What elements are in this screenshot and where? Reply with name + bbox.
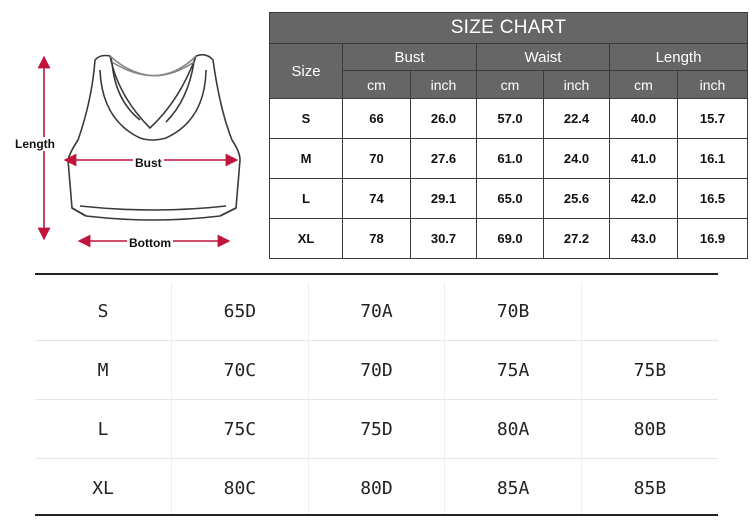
value-cell: 41.0	[610, 139, 678, 179]
table-row	[270, 99, 748, 139]
unit-header: cm	[477, 71, 544, 99]
value-cell: 65.0	[477, 179, 544, 219]
value-cell: 16.9	[678, 219, 748, 259]
unit-header: cm	[343, 71, 411, 99]
cup-size-cell: 70C	[172, 341, 309, 400]
value-cell: 16.5	[678, 179, 748, 219]
size-cell: M	[270, 139, 343, 179]
length-header: Length	[610, 44, 748, 71]
bottom-divider	[35, 514, 718, 516]
top-divider	[35, 273, 718, 275]
length-label: Length	[15, 137, 55, 151]
size-cell: L	[35, 400, 172, 459]
cup-size-cell: 75B	[581, 341, 718, 400]
value-cell: 29.1	[411, 179, 477, 219]
unit-header: inch	[678, 71, 748, 99]
size-column-header: Size	[270, 44, 343, 99]
value-cell: 74	[343, 179, 411, 219]
table-row	[270, 219, 748, 259]
value-cell: 22.4	[544, 99, 610, 139]
size-cell: M	[35, 341, 172, 400]
size-chart-title: SIZE CHART	[270, 13, 748, 44]
cup-size-cell: 80D	[308, 459, 445, 518]
bust-header: Bust	[343, 44, 477, 71]
unit-header: inch	[544, 71, 610, 99]
cup-size-cell: 75A	[445, 341, 582, 400]
value-cell: 42.0	[610, 179, 678, 219]
unit-header: inch	[411, 71, 477, 99]
value-cell: 15.7	[678, 99, 748, 139]
cup-size-cell: 80A	[445, 400, 582, 459]
cup-size-cell: 70A	[308, 282, 445, 341]
value-cell: 57.0	[477, 99, 544, 139]
value-cell: 78	[343, 219, 411, 259]
value-cell: 27.2	[544, 219, 610, 259]
value-cell: 24.0	[544, 139, 610, 179]
cup-size-cell: 65D	[172, 282, 309, 341]
bra-size-table	[35, 282, 718, 517]
unit-header: cm	[610, 71, 678, 99]
value-cell: 70	[343, 139, 411, 179]
cup-size-cell	[581, 282, 718, 341]
value-cell: 26.0	[411, 99, 477, 139]
table-row	[35, 400, 718, 459]
garment-diagram	[0, 0, 270, 262]
size-cell: XL	[270, 219, 343, 259]
size-cell: S	[270, 99, 343, 139]
value-cell: 16.1	[678, 139, 748, 179]
value-cell: 69.0	[477, 219, 544, 259]
value-cell: 27.6	[411, 139, 477, 179]
value-cell: 25.6	[544, 179, 610, 219]
cup-size-cell: 70D	[308, 341, 445, 400]
cup-size-cell: 80B	[581, 400, 718, 459]
value-cell: 30.7	[411, 219, 477, 259]
size-cell: S	[35, 282, 172, 341]
waist-header: Waist	[477, 44, 610, 71]
cup-size-cell: 85B	[633, 477, 667, 499]
cup-size-cell: 75D	[308, 400, 445, 459]
table-row	[270, 139, 748, 179]
table-row	[35, 459, 718, 518]
cup-size-cell: 70B	[445, 282, 582, 341]
value-cell: 40.0	[610, 99, 678, 139]
size-cell: L	[270, 179, 343, 219]
cup-size-cell: 75C	[172, 400, 309, 459]
sports-bra-illustration	[0, 0, 270, 262]
value-cell: 43.0	[610, 219, 678, 259]
garment-outline	[68, 55, 240, 220]
value-cell: 66	[343, 99, 411, 139]
size-cell: XL	[35, 459, 172, 518]
cup-size-cell: 85A	[445, 459, 582, 518]
cup-size-cell: 80C	[172, 459, 309, 518]
table-row	[270, 179, 748, 219]
table-row	[35, 341, 718, 400]
bottom-label: Bottom	[129, 236, 171, 250]
bust-label: Bust	[135, 156, 162, 170]
value-cell: 61.0	[477, 139, 544, 179]
table-row	[35, 282, 718, 341]
size-chart-table	[269, 12, 748, 259]
